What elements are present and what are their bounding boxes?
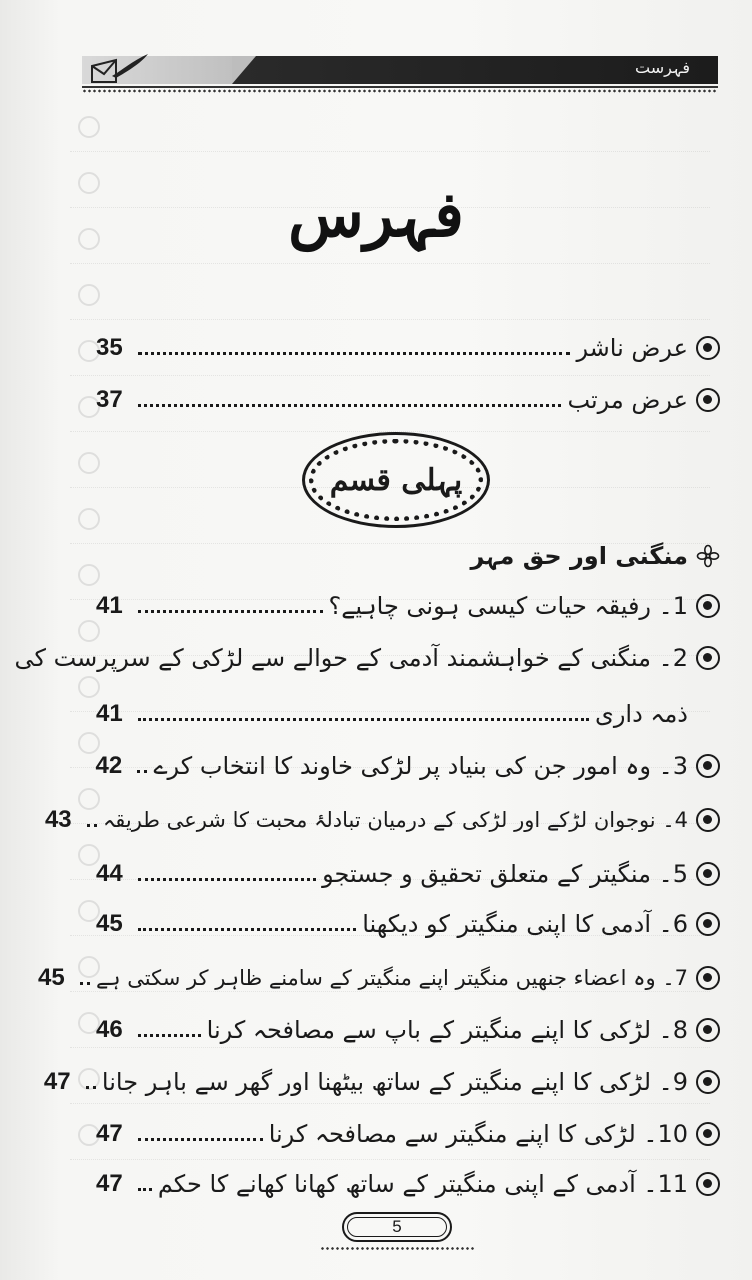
circle-bullet-icon	[696, 1018, 720, 1042]
toc-entry-text: 3۔ وہ امور جن کی بنیاد پر لڑکی خاوند کا انتخاب کرے	[153, 752, 688, 780]
toc-entry-text: 11۔ آدمی کے اپنی منگیتر کے ساتھ کھانا کھانے کا حکم	[157, 1170, 688, 1198]
toc-entry-text: 2۔ منگنی کے خواہشمند آدمی کے حوالے سے لڑکی کے سرپرست کی	[14, 644, 688, 672]
toc-entry-text: 7۔ وہ اعضاء جنھیں منگیتر اپنے منگیتر کے سامنے ظاہر کر سکتی ہے	[95, 966, 688, 990]
toc-entry-text: 10۔ لڑکی کا اپنے منگیتر سے مصافحہ کرنا	[268, 1120, 688, 1148]
section-label: پہلی قسم	[329, 462, 463, 498]
chapter-heading-text: منگنی اور حق مہر	[470, 542, 688, 570]
toc-entry-text: عرض مرتب	[567, 386, 688, 414]
toc-page-number: 47	[96, 1170, 123, 1197]
circle-bullet-icon	[696, 862, 720, 886]
toc-entry-text: 6۔ آدمی کا اپنی منگیتر کو دیکھنا	[362, 910, 688, 938]
toc-entry[interactable]	[96, 852, 720, 892]
page-number-badge	[342, 1212, 452, 1242]
dot-leader	[138, 878, 316, 881]
toc-entry-text: 4۔ نوجوان لڑکے اور لڑکی کے درمیان تبادلۂ محبت کا شرعی طریقہ	[102, 808, 688, 832]
toc-entry-text: 1۔ رفیقہ حیات کیسی ہونی چاہیے؟	[328, 592, 688, 620]
chapter-heading	[471, 538, 721, 574]
dot-leader	[138, 404, 561, 407]
circle-bullet-icon	[696, 646, 720, 670]
circle-bullet-icon	[696, 336, 720, 360]
circle-bullet-icon	[696, 754, 720, 778]
circle-bullet-icon	[696, 1122, 720, 1146]
circle-bullet-icon	[696, 966, 720, 990]
flower-icon	[696, 544, 720, 568]
quill-icon	[86, 52, 150, 86]
toc-page-number: 35	[96, 334, 123, 361]
toc-entry-continuation[interactable]	[96, 692, 688, 732]
toc-entry-text: عرض ناشر	[576, 334, 688, 362]
dot-leader	[137, 770, 147, 773]
toc-page-number: 41	[96, 700, 123, 727]
toc-entry[interactable]	[96, 902, 720, 942]
dot-leader	[86, 1086, 96, 1089]
circle-bullet-icon	[696, 594, 720, 618]
toc-entry[interactable]	[96, 584, 720, 624]
circle-bullet-icon	[696, 808, 720, 832]
dot-leader	[138, 928, 356, 931]
dot-leader	[138, 1034, 201, 1037]
header-rule	[82, 86, 718, 94]
page-title: فہرس	[288, 178, 464, 251]
toc-page-number: 42	[95, 752, 123, 779]
toc-entry-text: 9۔ لڑکی کا اپنے منگیتر کے ساتھ بیٹھنا اور گھر سے باہر جانا	[101, 1068, 688, 1096]
toc-page-number: 47	[96, 1120, 123, 1147]
toc-page-number: 43	[44, 806, 72, 833]
toc-entry-text: ذمہ داری	[595, 700, 688, 728]
page-number: 5	[392, 1217, 402, 1236]
toc-entry-text: 8۔ لڑکی کا اپنے منگیتر کے باپ سے مصافحہ کرنا	[206, 1016, 688, 1044]
circle-bullet-icon	[696, 1070, 720, 1094]
toc-page-number: 47	[43, 1068, 71, 1095]
toc-entry[interactable]	[44, 798, 720, 838]
toc-entry[interactable]	[37, 956, 720, 996]
circle-bullet-icon	[696, 1172, 720, 1196]
dot-leader	[87, 824, 97, 827]
toc-entry-publisher-note[interactable]	[96, 326, 720, 366]
dot-leader	[138, 1188, 152, 1191]
toc-page-number: 45	[37, 964, 65, 991]
dot-leader	[138, 718, 589, 721]
toc-page-number: 41	[96, 592, 123, 619]
header-title: فہرست	[635, 58, 690, 77]
dot-leader	[138, 1138, 263, 1141]
toc-page-number: 37	[96, 386, 123, 413]
toc-entry-text: 5۔ منگیتر کے متعلق تحقیق و جستجو	[322, 860, 688, 888]
toc-entry[interactable]	[96, 1008, 720, 1048]
toc-page-number: 46	[96, 1016, 123, 1043]
dot-leader	[80, 982, 90, 985]
running-header	[82, 52, 718, 86]
dot-leader	[138, 610, 323, 613]
dot-leader	[138, 352, 570, 355]
toc-entry[interactable]	[43, 1060, 720, 1100]
toc-entry[interactable]	[14, 636, 720, 676]
toc-entry[interactable]	[96, 1162, 720, 1202]
toc-entry[interactable]	[96, 744, 720, 784]
circle-bullet-icon	[696, 388, 720, 412]
circle-bullet-icon	[696, 912, 720, 936]
toc-entry-compiler-note[interactable]	[96, 378, 720, 418]
footer-rule	[320, 1246, 474, 1252]
toc-page-number: 44	[96, 860, 123, 887]
toc-page-number: 45	[96, 910, 123, 937]
section-label-oval	[302, 432, 490, 528]
toc-entry[interactable]	[96, 1112, 720, 1152]
